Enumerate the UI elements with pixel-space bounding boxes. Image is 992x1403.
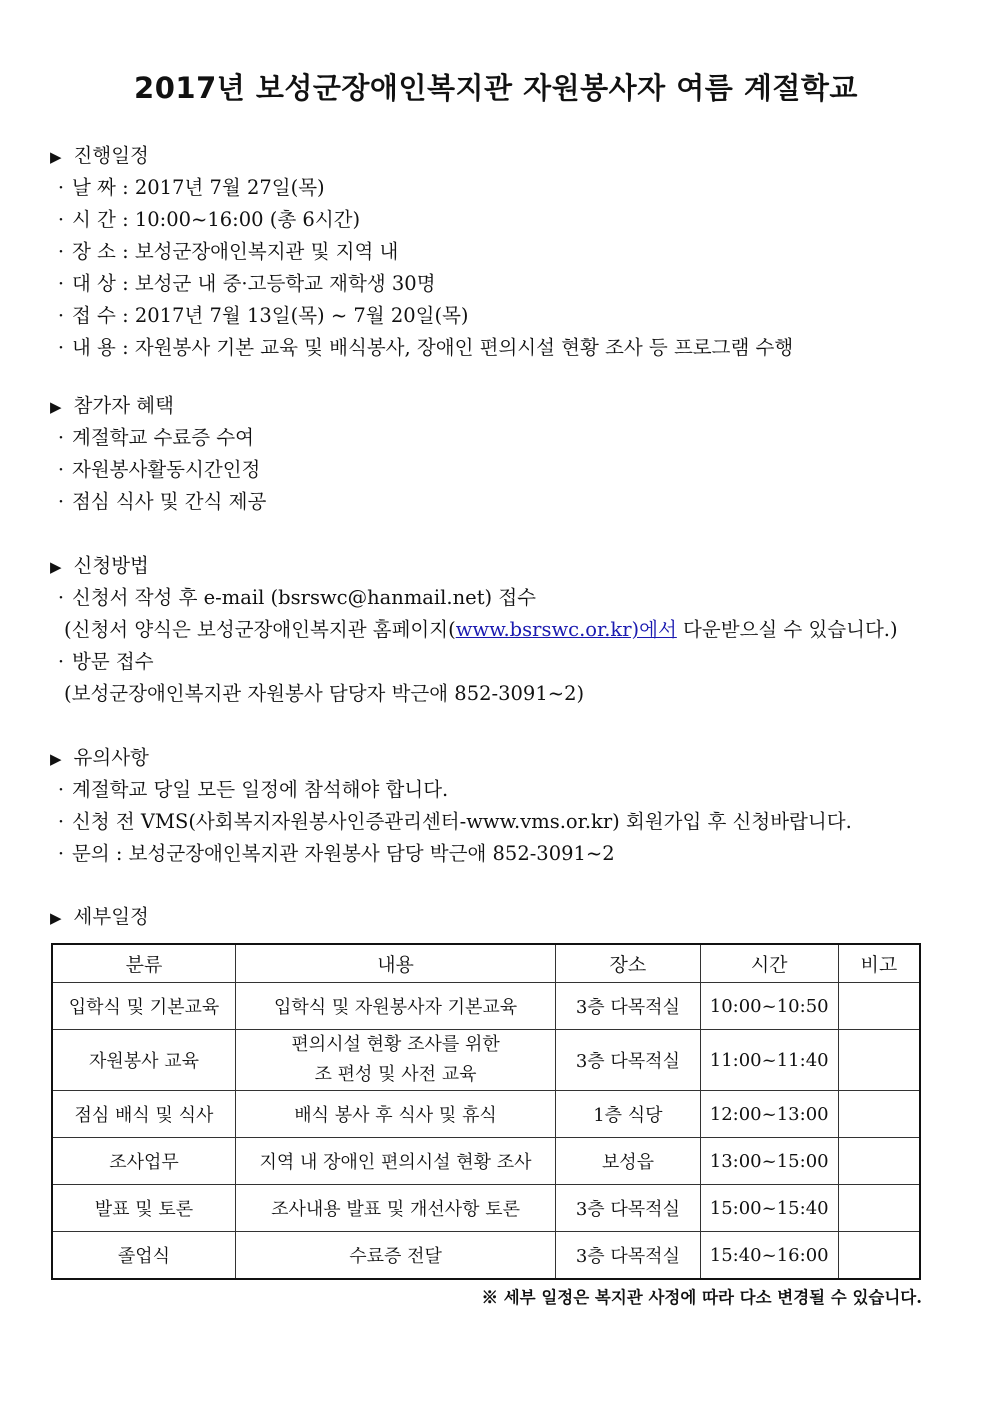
column-header: 분류 bbox=[52, 944, 236, 983]
bullet-icon: · bbox=[57, 458, 65, 481]
bullet-icon: · bbox=[57, 586, 65, 609]
triangle-marker-icon: ▶ bbox=[50, 909, 62, 927]
triangle-marker-icon: ▶ bbox=[50, 398, 62, 416]
section-notice bbox=[50, 742, 950, 870]
time-cell: 15:00~15:40 bbox=[700, 1185, 838, 1232]
table-row bbox=[52, 1030, 920, 1091]
table-header-row bbox=[52, 944, 920, 983]
apply-note: (신청서 양식은 보성군장애인복지관 홈페이지(www.bsrswc.or.kr)에서 다운받으실 수 있습니다.) bbox=[64, 618, 898, 641]
time-cell: 12:00~13:00 bbox=[700, 1091, 838, 1138]
category-cell: 조사업무 bbox=[52, 1138, 236, 1185]
place-cell: 3층 다목적실 bbox=[556, 1030, 701, 1091]
note-cell bbox=[838, 1030, 920, 1091]
bullet-icon: · bbox=[57, 304, 65, 327]
bullet-icon: · bbox=[57, 176, 65, 199]
bullet-icon: · bbox=[57, 650, 65, 673]
table-row bbox=[52, 1091, 920, 1138]
triangle-marker-icon: ▶ bbox=[50, 558, 62, 576]
list-item: · 대 상 : 보성군 내 중·고등학교 재학생 30명 bbox=[50, 268, 950, 300]
bullet-icon: · bbox=[57, 490, 65, 513]
place-cell: 3층 다목적실 bbox=[556, 983, 701, 1030]
section-heading: ▶ 진행일정 bbox=[50, 140, 950, 172]
note-cell bbox=[838, 983, 920, 1030]
visit-note: (보성군장애인복지관 자원봉사 담당자 박근애 852-3091~2) bbox=[64, 682, 585, 705]
table-row bbox=[52, 983, 920, 1030]
column-header: 비고 bbox=[838, 944, 920, 983]
place-cell: 1층 식당 bbox=[556, 1091, 701, 1138]
content-line: 조 편성 및 사전 교육 bbox=[314, 1064, 477, 1085]
bullet-icon: · bbox=[57, 240, 65, 263]
content-cell: 입학식 및 자원봉사자 기본교육 bbox=[236, 983, 556, 1030]
list-item: · 문의 : 보성군장애인복지관 자원봉사 담당 박근애 852-3091~2 bbox=[50, 838, 950, 870]
bullet-icon: · bbox=[57, 426, 65, 449]
time-cell: 10:00~10:50 bbox=[700, 983, 838, 1030]
page-title: 2017년 보성군장애인복지관 자원봉사자 여름 계절학교 bbox=[134, 71, 858, 105]
section-heading: ▶ 참가자 혜택 bbox=[50, 390, 950, 422]
time-cell: 13:00~15:00 bbox=[700, 1138, 838, 1185]
place-cell: 보성읍 bbox=[556, 1138, 701, 1185]
homepage-link[interactable]: www.bsrswc.or.kr)에서 bbox=[455, 618, 677, 641]
bullet-icon: · bbox=[57, 810, 65, 833]
content-cell bbox=[236, 1030, 556, 1091]
list-item: · 시 간 : 10:00~16:00 (총 6시간) bbox=[50, 204, 950, 236]
triangle-marker-icon: ▶ bbox=[50, 750, 62, 768]
list-item: · 접 수 : 2017년 7월 13일(목) ~ 7월 20일(목) bbox=[50, 300, 950, 332]
list-item: · 계절학교 당일 모든 일정에 참석해야 합니다. bbox=[50, 774, 950, 806]
section-schedule bbox=[50, 140, 950, 364]
list-item: · 신청 전 VMS(사회복지자원봉사인증관리센터-www.vms.or.kr) 회원가입 후 신청바랍니다. bbox=[50, 806, 950, 838]
bullet-icon: · bbox=[57, 842, 65, 865]
bullet-icon: · bbox=[57, 336, 65, 359]
content-cell: 수료증 전달 bbox=[236, 1232, 556, 1280]
list-item: · 계절학교 수료증 수여 bbox=[50, 422, 950, 454]
section-heading: ▶ 세부일정 bbox=[50, 901, 950, 933]
schedule-footnote: ※ 세부 일정은 복지관 사정에 따라 다소 변경될 수 있습니다. bbox=[481, 1288, 922, 1307]
list-item: · 내 용 : 자원봉사 기본 교육 및 배식봉사, 장애인 편의시설 현황 조사 등 프로그램 수행 bbox=[50, 332, 950, 364]
category-cell: 발표 및 토론 bbox=[52, 1185, 236, 1232]
table-row bbox=[52, 1138, 920, 1185]
list-item: · 신청서 작성 후 e-mail (bsrswc@hanmail.net) 접수 bbox=[50, 582, 950, 614]
bullet-icon: · bbox=[57, 778, 65, 801]
note-cell bbox=[838, 1138, 920, 1185]
section-benefits bbox=[50, 390, 950, 518]
column-header: 시간 bbox=[700, 944, 838, 983]
list-item: · 자원봉사활동시간인정 bbox=[50, 454, 950, 486]
bullet-icon: · bbox=[57, 272, 65, 295]
bullet-icon: · bbox=[57, 208, 65, 231]
category-cell: 입학식 및 기본교육 bbox=[52, 983, 236, 1030]
table-row bbox=[52, 1232, 920, 1280]
list-item: · 날 짜 : 2017년 7월 27일(목) bbox=[50, 172, 950, 204]
time-cell: 11:00~11:40 bbox=[700, 1030, 838, 1091]
content-cell: 지역 내 장애인 편의시설 현황 조사 bbox=[236, 1138, 556, 1185]
triangle-marker-icon: ▶ bbox=[50, 148, 62, 166]
column-header: 내용 bbox=[236, 944, 556, 983]
table-row bbox=[52, 1185, 920, 1232]
note-cell bbox=[838, 1091, 920, 1138]
column-header: 장소 bbox=[556, 944, 701, 983]
place-cell: 3층 다목적실 bbox=[556, 1185, 701, 1232]
content-cell: 조사내용 발표 및 개선사항 토론 bbox=[236, 1185, 556, 1232]
place-cell: 3층 다목적실 bbox=[556, 1232, 701, 1280]
content-cell: 배식 봉사 후 식사 및 휴식 bbox=[236, 1091, 556, 1138]
detail-schedule-table bbox=[51, 943, 921, 1280]
category-cell: 점심 배식 및 식사 bbox=[52, 1091, 236, 1138]
section-heading: ▶ 유의사항 bbox=[50, 742, 950, 774]
category-cell: 자원봉사 교육 bbox=[52, 1030, 236, 1091]
section-apply bbox=[50, 550, 950, 710]
section-detail bbox=[50, 901, 950, 933]
list-item: · 장 소 : 보성군장애인복지관 및 지역 내 bbox=[50, 236, 950, 268]
list-item: · 방문 접수 bbox=[50, 646, 950, 678]
note-cell bbox=[838, 1232, 920, 1280]
category-cell: 졸업식 bbox=[52, 1232, 236, 1280]
content-line: 편의시설 현황 조사를 위한 bbox=[291, 1034, 500, 1055]
note-cell bbox=[838, 1185, 920, 1232]
section-heading: ▶ 신청방법 bbox=[50, 550, 950, 582]
list-item: · 점심 식사 및 간식 제공 bbox=[50, 486, 950, 518]
time-cell: 15:40~16:00 bbox=[700, 1232, 838, 1280]
